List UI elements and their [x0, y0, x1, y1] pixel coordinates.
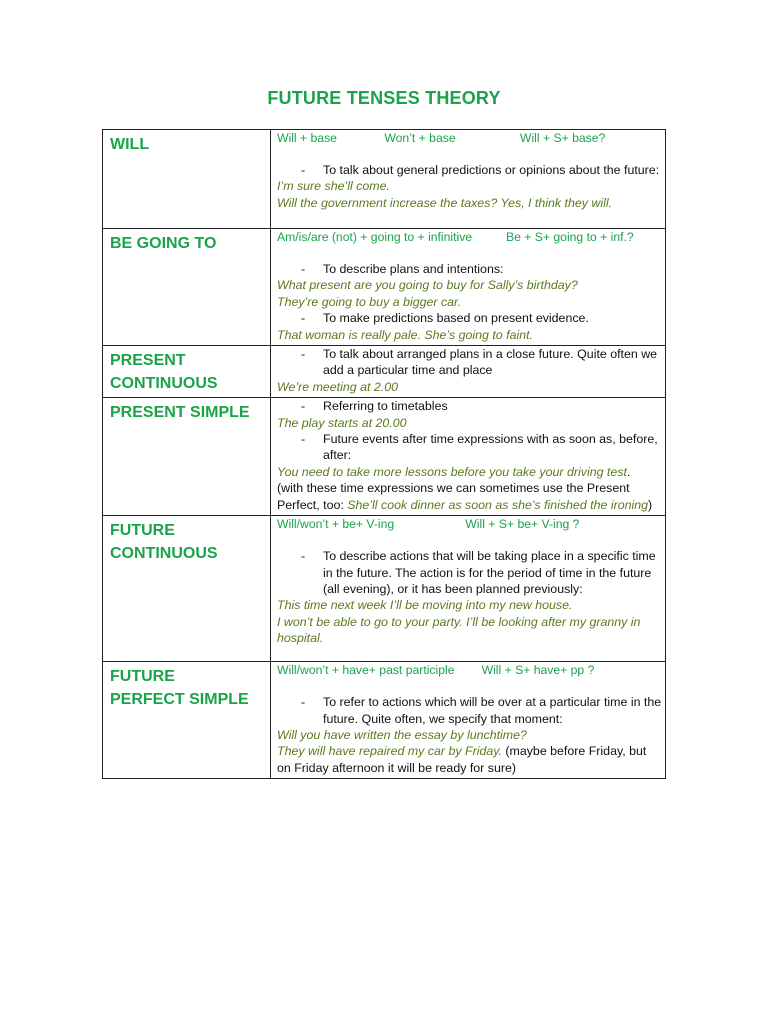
tense-description-cell: [271, 130, 666, 229]
table-row-will: [103, 130, 666, 229]
example-sentence: The play starts at 20.00: [277, 415, 407, 430]
example-sentence: This time next week I’ll be moving into my new house.: [277, 598, 573, 613]
usage-bullet: - To talk about general predictions or opinions about the future:: [301, 163, 660, 177]
usage-bullet: - To describe plans and intentions:: [301, 262, 504, 276]
usage-bullet: - To refer to actions which will be over at a particular time in the future. Quite often, we specify that moment:: [301, 695, 662, 726]
usage-bullet: - Future events after time expressions with as soon as, before, after:: [301, 432, 658, 463]
table-row-be-going-to: [103, 229, 666, 346]
tense-name-cell: [103, 516, 271, 662]
example-sentence: Will the government increase the taxes? Yes, I think they will.: [277, 195, 613, 210]
table-row-future-perfect-simple: [103, 662, 666, 779]
tense-name-cell: [103, 229, 271, 346]
tense-name: FUTURE: [110, 668, 175, 686]
tense-name: PRESENT SIMPLE: [110, 404, 250, 422]
example-sentence: What present are you going to buy for Sally’s birthday?: [277, 278, 578, 293]
tense-formula: Will + base Won’t + base Will + S+ base?: [277, 131, 606, 145]
tenses-table: [102, 129, 666, 779]
example-sentence: You need to take more lessons before you take your driving test.: [277, 464, 631, 479]
tense-description-cell: [271, 346, 666, 398]
example-sentence: We’re meeting at 2.00: [277, 379, 398, 394]
example-sentence: Will you have written the essay by lunchtime?: [277, 727, 527, 742]
table-row-present-simple: [103, 398, 666, 516]
page-title: FUTURE TENSES THEORY: [267, 88, 501, 108]
tense-name: WILL: [110, 136, 150, 153]
tense-description-cell: [271, 229, 666, 346]
tense-name-cell: [103, 662, 271, 779]
tense-description-cell: [271, 398, 666, 516]
table-row-future-continuous: [103, 516, 666, 662]
example-sentence: I won’t be able to go to your party. I’ll be looking after my granny in hospital.: [277, 614, 641, 646]
tense-formula: Am/is/are (not) + going to + infinitive Be + S+ going to + inf.?: [277, 230, 634, 244]
example-sentence: They’re going to buy a bigger car.: [277, 294, 462, 309]
table-row-present-continuous: [103, 346, 666, 398]
usage-note: (with these time expressions we can sometimes use the Present Perfect, too: She’ll cook dinner as soon as she’s finished the ironing): [277, 481, 653, 512]
example-sentence: I’m sure she’ll come.: [277, 179, 390, 194]
usage-bullet: - Referring to timetables: [301, 399, 448, 414]
tense-name: PERFECT SIMPLE: [110, 691, 249, 709]
tense-name: FUTURE: [110, 522, 175, 540]
tense-name: BE GOING TO: [110, 235, 217, 252]
tense-formula: Will/won’t + have+ past participle Will + S+ have+ pp ?: [277, 663, 595, 678]
example-sentence: That woman is really pale. She’s going to faint.: [277, 327, 533, 342]
tense-name-cell: [103, 398, 271, 516]
tense-name: CONTINUOUS: [110, 375, 218, 393]
tense-formula: Will/won’t + be+ V-ing Will + S+ be+ V-ing ?: [277, 517, 580, 532]
usage-bullet: - To describe actions that will be taking place in a specific time in the future. The action is for the period of time in the future (all evening), or it has been planned previously:: [301, 549, 656, 596]
usage-bullet: - To talk about arranged plans in a close future. Quite often we add a particular time and place: [301, 347, 658, 378]
tense-name-cell: [103, 130, 271, 229]
tense-name: PRESENT: [110, 352, 186, 370]
tense-description-cell: [271, 662, 666, 779]
tense-name-cell: [103, 346, 271, 398]
tense-name: CONTINUOUS: [110, 545, 218, 563]
usage-bullet: - To make predictions based on present evidence.: [301, 311, 589, 326]
example-sentence: They will have repaired my car by Friday. (maybe before Friday, but on Friday afternoon it will be ready for sure): [277, 744, 647, 775]
tense-description-cell: [271, 516, 666, 662]
